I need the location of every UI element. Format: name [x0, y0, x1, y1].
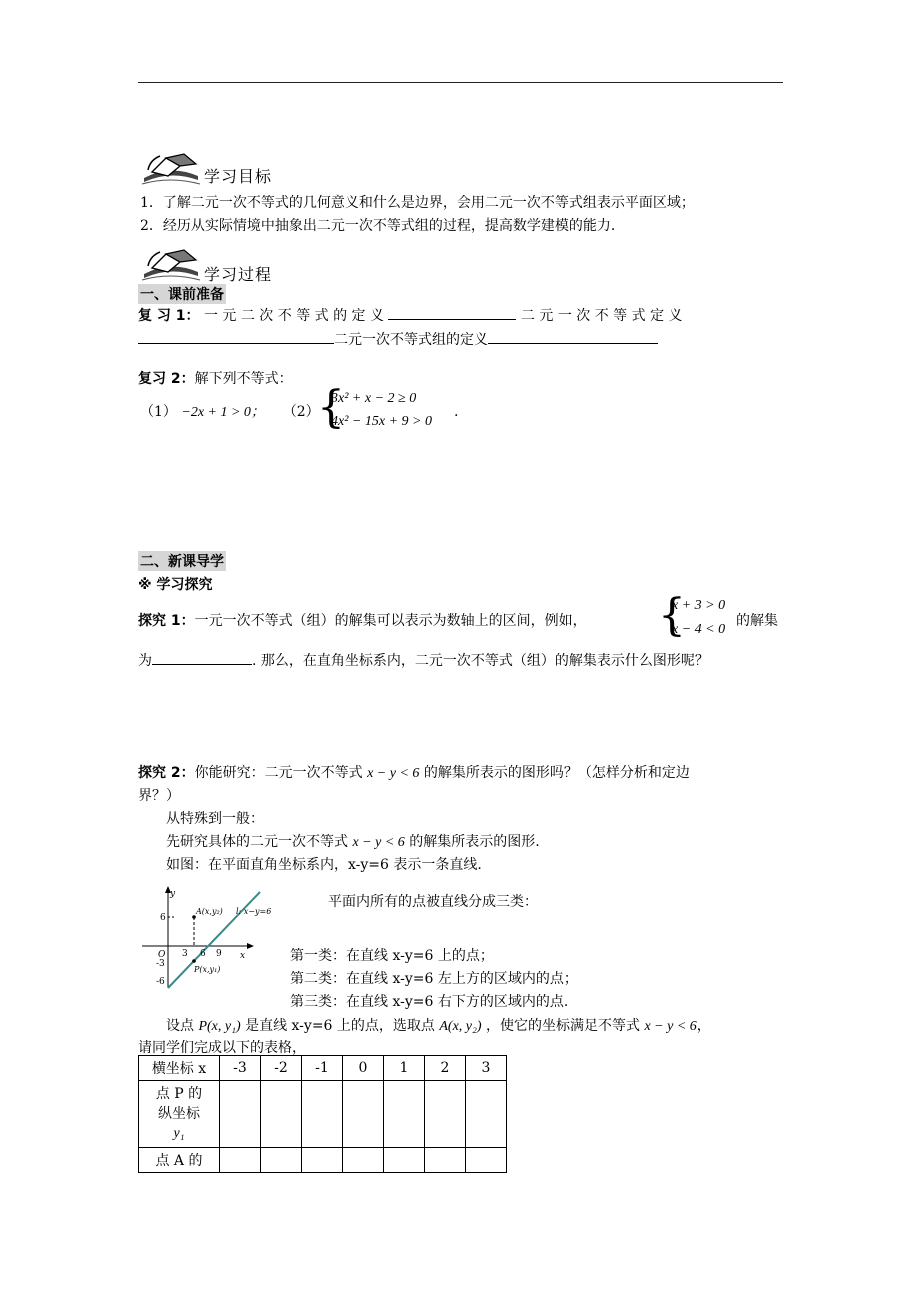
table-cell-empty[interactable]: [466, 1148, 507, 1173]
blank-field[interactable]: [152, 650, 252, 665]
y-label: y: [170, 889, 176, 899]
paragraph-p4d: ，: [696, 1018, 711, 1034]
coordinate-graph: [138, 884, 288, 994]
table-cell-empty[interactable]: [302, 1148, 343, 1173]
explore2-text-c: 界？）: [138, 788, 180, 804]
part2-subheading: ※ 学习探究: [138, 577, 213, 593]
class-3: 第三类：在直线 x-y=6 右下方的区域内的点.: [290, 994, 569, 1010]
table-cell-empty[interactable]: [220, 1081, 261, 1148]
q2-line1: 3x² + x − 2 ≥ 0: [331, 391, 417, 406]
review2-text: 解下列不等式：: [194, 371, 293, 387]
explore1-line2b: . 那么，在直角坐标系内，二元一次不等式（组）的解集表示什么图形呢？: [252, 653, 709, 669]
table-cell-empty[interactable]: [425, 1081, 466, 1148]
tick-ym6: -6: [156, 977, 165, 987]
table-cell-empty[interactable]: [302, 1081, 343, 1148]
paragraph-p5: 请同学们完成以下的表格，: [138, 1040, 306, 1056]
paragraph-p4a: 设点: [166, 1018, 194, 1034]
paragraph-p2a: 先研究具体的二元一次不等式: [166, 834, 348, 850]
review1-label: 复 习 1：: [138, 308, 200, 324]
class-2: 第二类：在直线 x-y=6 左上方的区域内的点；: [290, 971, 578, 987]
q2-line2: 4x² − 15x + 9 > 0: [331, 414, 432, 429]
explore2-ineq: x − y < 6: [644, 1019, 697, 1034]
point-p-label: P(x,y₁): [194, 965, 221, 974]
x-axis-arrow: [247, 943, 254, 949]
row2-label-2: 纵坐标: [158, 1106, 200, 1122]
table-cell: -2: [261, 1056, 302, 1081]
tick-x6: 6: [200, 949, 206, 959]
point-a-label: A(x,y₂): [196, 907, 223, 916]
table-header-label: 横坐标 x: [139, 1056, 220, 1081]
table-cell: 0: [343, 1056, 384, 1081]
point-p-expr: P(x, y₁): [198, 1019, 241, 1034]
table-cell-empty[interactable]: [343, 1148, 384, 1173]
explore2-text-a: 你能研究：二元一次不等式: [194, 765, 363, 781]
table-cell-empty[interactable]: [261, 1148, 302, 1173]
class-1: 第一类：在直线 x-y=6 上的点；: [290, 948, 494, 964]
x-label: x: [240, 951, 246, 961]
header-rule: [138, 82, 783, 83]
explore2-ineq: x − y < 6: [352, 835, 405, 850]
table-cell-empty[interactable]: [466, 1081, 507, 1148]
objective-2: 2．经历从实际情境中抽象出二元一次不等式组的过程，提高数学建模的能力.: [140, 218, 616, 234]
review1-text-b: 二 元 一 次 不 等 式 定 义: [520, 308, 683, 324]
blank-field[interactable]: [138, 329, 334, 344]
table-cell: 2: [425, 1056, 466, 1081]
table-cell-empty[interactable]: [261, 1081, 302, 1148]
explore1-after: 的解集: [736, 613, 778, 629]
origin-label: O: [158, 950, 166, 960]
explore1-text: 一元一次不等式（组）的解集可以表示为数轴上的区间，例如，: [194, 613, 587, 629]
paragraph-p3: 如图：在平面直角坐标系内，x-y=6 表示一条直线.: [166, 857, 482, 873]
paragraph-p4b: 是直线 x-y=6 上的点，选取点: [245, 1018, 435, 1034]
line-label: l: x−y=6: [236, 907, 272, 916]
q1-expr: −2x + 1 > 0；: [181, 405, 265, 420]
explore1-sys1: x + 3 > 0: [672, 598, 726, 613]
objective-1: 1．了解二元一次不等式的几何意义和什么是边界，会用二元一次不等式组表示平面区域；: [140, 195, 695, 211]
tick-y6: 6: [160, 913, 166, 923]
table-cell: 1: [384, 1056, 425, 1081]
review1-text-a: 一 元 二 次 不 等 式 的 定 义: [203, 308, 385, 324]
table-cell-empty[interactable]: [220, 1148, 261, 1173]
explore1-sys2: x − 4 < 0: [672, 622, 726, 637]
row2-label-1: 点 P 的: [155, 1086, 203, 1102]
q1-label: （1）: [140, 404, 177, 420]
explore2-ineq: x − y < 6: [367, 766, 420, 781]
blank-field[interactable]: [488, 329, 658, 344]
table-cell: -3: [220, 1056, 261, 1081]
point-p-dot: [192, 959, 196, 963]
q2-end: .: [454, 404, 459, 420]
tick-x3: 3: [182, 949, 188, 959]
explore2-label: 探究 2：: [138, 765, 195, 781]
q2-label: （2）: [282, 404, 320, 420]
table-cell-empty[interactable]: [343, 1081, 384, 1148]
row2-label-3: y₁: [173, 1126, 185, 1141]
objectives-title: 学习目标: [204, 167, 273, 186]
explore1-line2a: 为: [138, 653, 152, 669]
paragraph-p4c: ，使它的坐标满足不等式: [485, 1018, 640, 1034]
classify-title: 平面内所有的点被直线分成三类：: [328, 894, 538, 910]
table-cell-empty[interactable]: [425, 1148, 466, 1173]
table-cell-empty[interactable]: [384, 1148, 425, 1173]
tick-ym3: -3: [156, 959, 165, 969]
part2-heading: 二、新课导学: [138, 551, 226, 571]
table-row-label: 点 A 的: [139, 1148, 220, 1173]
table-cell: 3: [466, 1056, 507, 1081]
tick-x9: 9: [216, 949, 222, 959]
point-a-expr: A(x, y₂): [439, 1019, 482, 1034]
paragraph-p2b: 的解集所表示的图形.: [409, 834, 540, 850]
part1-heading: 一、课前准备: [138, 284, 226, 304]
paragraph-p1: 从特殊到一般：: [166, 811, 264, 827]
explore1-label: 探究 1：: [138, 613, 195, 629]
table-row: [139, 1056, 507, 1081]
review2-label: 复习 2：: [138, 371, 195, 387]
table-row: [139, 1148, 507, 1173]
review1-text-c: 二元一次不等式组的定义: [334, 332, 488, 348]
brace: {: [317, 382, 345, 433]
blank-field[interactable]: [388, 305, 516, 320]
process-title: 学习过程: [204, 265, 273, 284]
table-cell: -1: [302, 1056, 343, 1081]
table-cell-empty[interactable]: [384, 1081, 425, 1148]
table-row: [139, 1081, 507, 1148]
table-row-label: [139, 1081, 220, 1148]
brace: {: [658, 590, 686, 641]
explore2-text-b: 的解集所表示的图形吗？（怎样分析和定边: [423, 765, 690, 781]
book-icon: [140, 246, 202, 282]
coordinate-table: [138, 1055, 507, 1173]
book-icon: [140, 150, 202, 186]
